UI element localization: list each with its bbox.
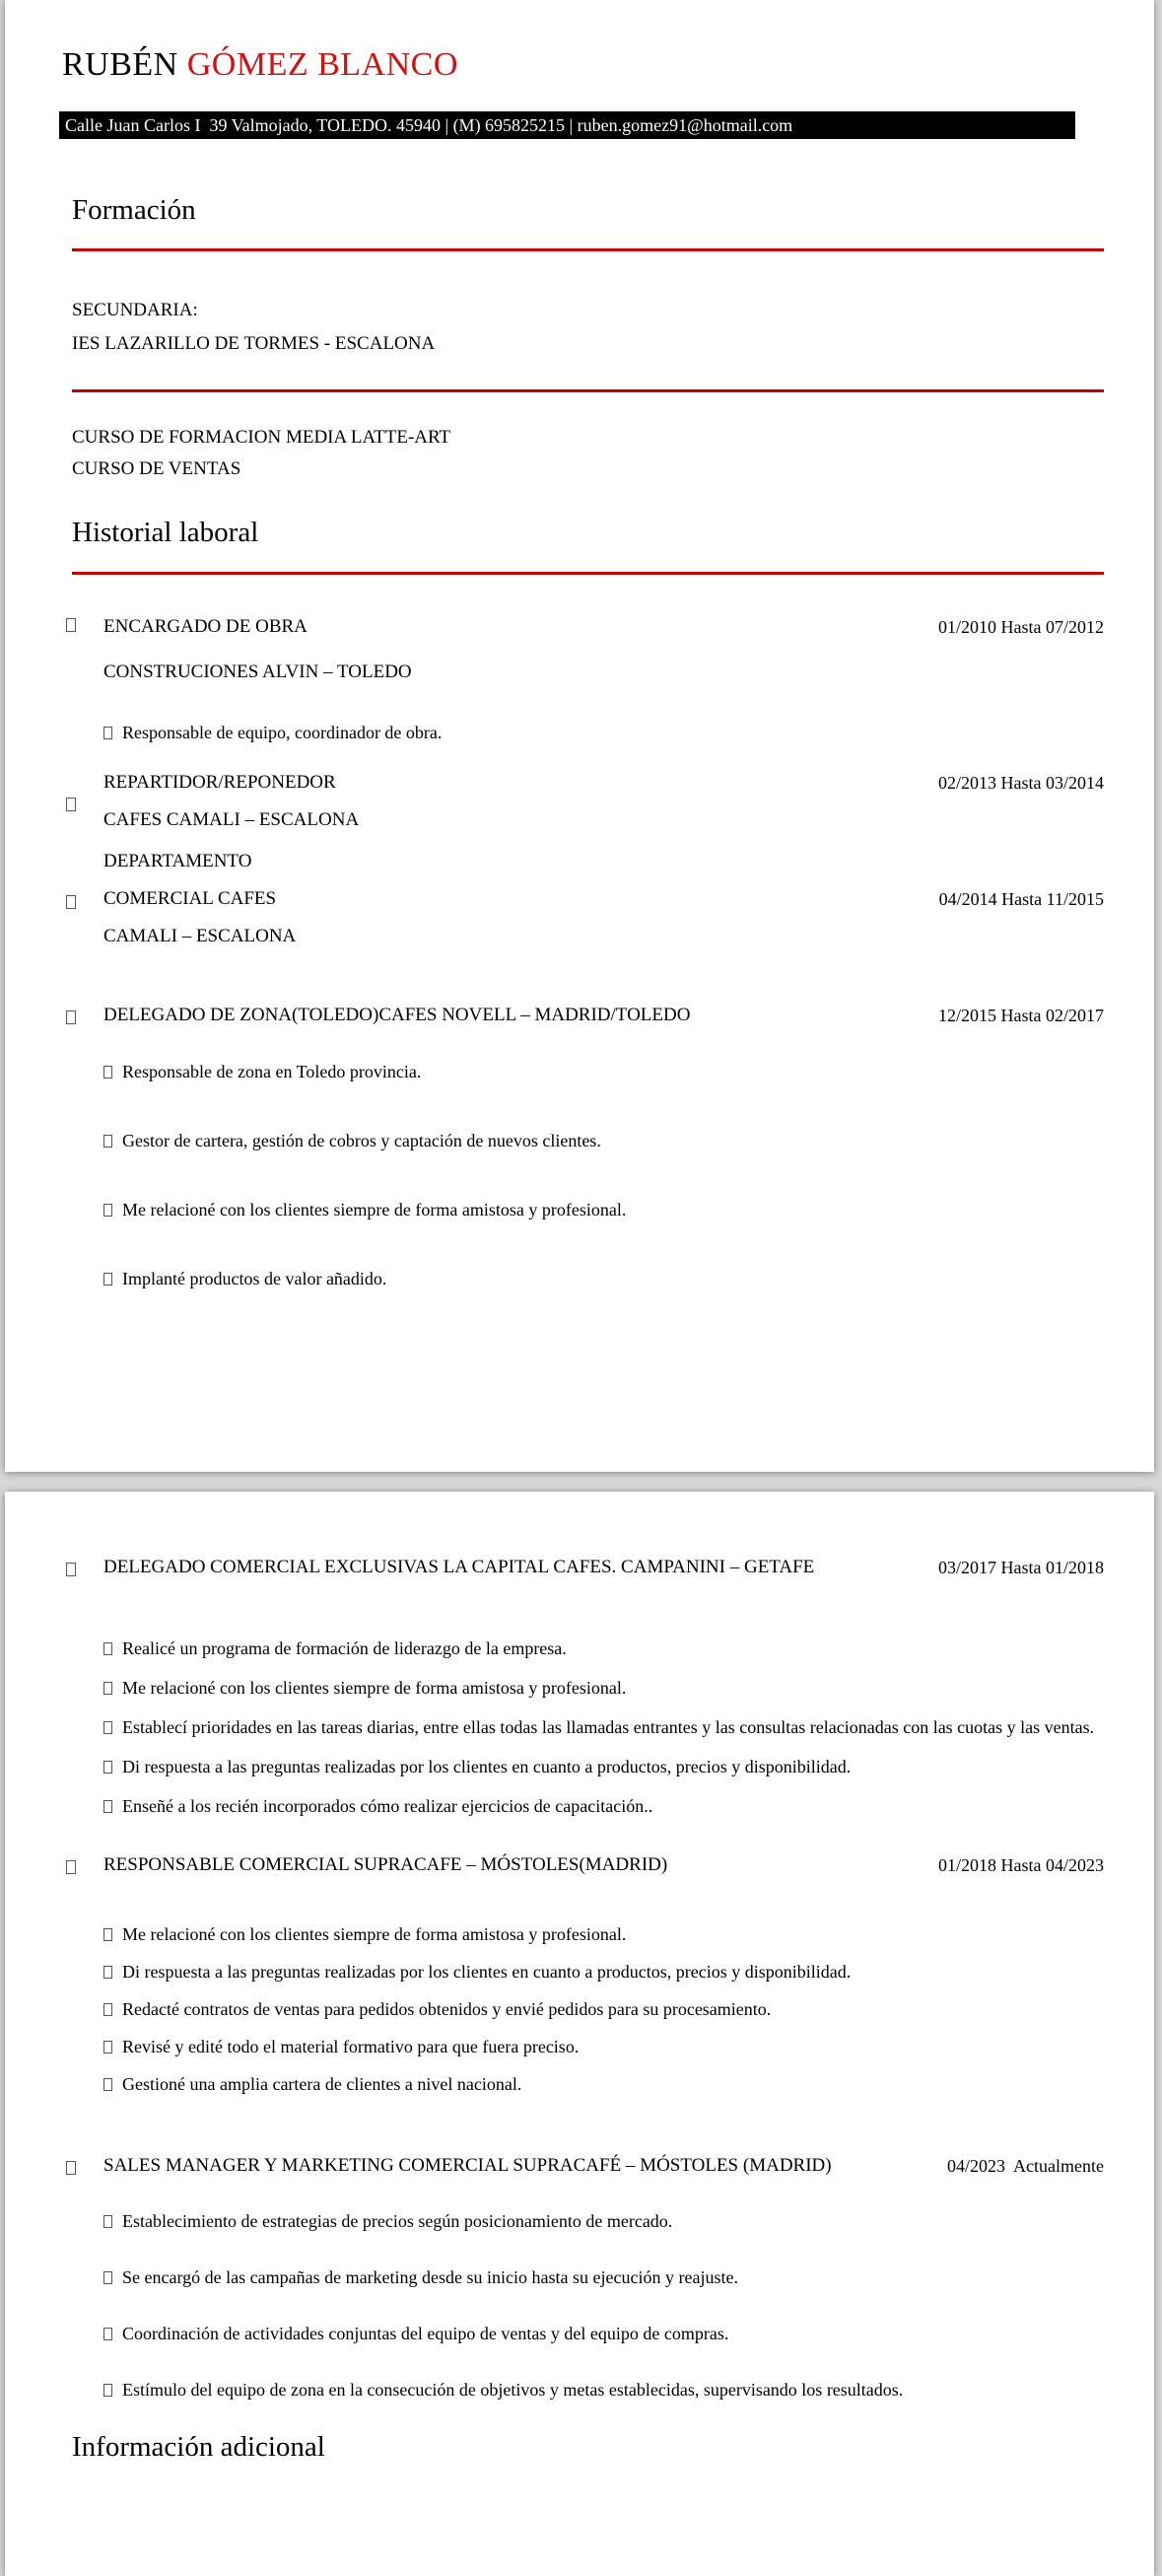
job-duty-text: Gestioné una amplia cartera de clientes a nivel nacional. [122,2074,522,2094]
missing-glyph-square-icon [103,2003,112,2016]
job-bullet-icon [62,788,103,816]
missing-glyph-square-icon [66,618,76,632]
job-entry [62,1850,1104,2102]
job-duty-item [103,1789,1104,1824]
missing-glyph-square-icon [103,1642,112,1655]
missing-glyph-square-icon [66,798,76,811]
candidate-name [62,45,1104,85]
missing-glyph-square-icon [66,1010,76,1024]
job-duty-list [103,1632,1104,1824]
job-duty-text: Establecimiento de estrategias de precios según posicionamiento de mercado. [122,2211,673,2231]
job-entry [62,608,1104,744]
job-duty-text: Me relacioné con los clientes siempre de forma amistosa y profesional. [122,1678,627,1698]
section-rule [72,389,1104,392]
job-header-row [62,1001,1104,1030]
missing-glyph-square-icon [103,1800,112,1813]
section-title-adicional: Información adicional [72,2431,325,2463]
job-entry [62,1553,1104,1824]
job-duty-item [103,2317,1104,2351]
missing-glyph-square-icon [66,2161,76,2175]
job-date-range: 01/2010 Hasta 07/2012 [938,617,1104,637]
job-duty-text: Responsable de equipo, coordinador de obra. [122,723,443,742]
job-duty-text: Estímulo del equipo de zona en la consecución de objetivos y metas establecidas, supervisando los resultados. [122,2380,904,2400]
education-level-label: SECUNDARIA: [72,300,198,320]
job-title [103,2151,947,2181]
job-duty-item [103,1992,1104,2027]
job-duty-item [103,721,1104,744]
job-duty-item [103,2067,1104,2102]
job-duty-text: Gestor de cartera, gestión de cobros y captación de nuevos clientes. [122,1131,601,1150]
job-duty-list [103,721,1104,744]
section-rule [72,572,1104,575]
education-school: IES LAZARILLO DE TORMES - ESCALONA [72,333,436,354]
job-duty-item [103,1917,1104,1952]
job-title-line: RESPONSABLE COMERCIAL SUPRACAFE – MÓSTOLES(MADRID) [103,1854,668,1875]
job-duty-item [103,1710,1104,1745]
job-date-range: 12/2015 Hasta 02/2017 [938,1006,1104,1025]
job-bullet-icon [62,1001,103,1029]
job-header-row [62,764,1104,839]
job-entry [62,764,1104,839]
job-date-range: 03/2017 Hasta 01/2018 [938,1558,1104,1577]
job-duty-text: Establecí prioridades en las tareas diarias, entre ellas todas las llamadas entrantes y las consultas relacionadas con las cuotas y las ventas. [122,1717,1095,1737]
job-duty-text: Enseñé a los recién incorporados cómo realizar ejercicios de capacitación.. [122,1796,653,1816]
job-duty-item [103,1267,1104,1290]
job-title [103,1553,938,1582]
section-title-historial: Historial laboral [72,517,259,548]
missing-glyph-square-icon [103,1066,112,1079]
course-list [72,422,1104,485]
job-title [103,764,938,839]
job-bullet-icon [62,2151,103,2180]
job-title [103,1001,938,1030]
missing-glyph-square-icon [103,1966,112,1979]
missing-glyph-square-icon [103,1721,112,1734]
job-bullet-icon [62,885,103,914]
missing-glyph-square-icon [103,1273,112,1286]
job-title-line: COMERCIAL CAFES [103,888,277,909]
candidate-last-name: GÓMEZ BLANCO [186,46,458,83]
job-list-page-2 [62,1492,1104,2407]
missing-glyph-square-icon [103,2384,112,2397]
missing-glyph-square-icon [66,1860,76,1874]
missing-glyph-square-icon [103,2041,112,2054]
job-title [103,608,938,691]
job-duty-item [103,1060,1104,1083]
resume-page-1 [5,0,1154,1472]
missing-glyph-square-icon [103,2215,112,2228]
section-title-formacion: Formación [72,194,196,226]
job-title-line: ENCARGADO DE OBRA [103,616,308,637]
job-header-row [62,1553,1104,1582]
job-title-line: CAMALI – ESCALONA [103,926,297,946]
job-bullet-icon [62,1553,103,1581]
missing-glyph-square-icon [103,1135,112,1148]
job-duty-text: Di respuesta a las preguntas realizadas por los clientes en cuanto a productos, precios y disponibilidad. [122,1757,852,1776]
job-duty-list [103,1060,1104,1290]
job-title-line: DELEGADO DE ZONA(TOLEDO)CAFES NOVELL – MADRID/TOLEDO [103,1005,691,1025]
job-header-row [62,608,1104,691]
job-entry [62,1001,1104,1290]
missing-glyph-square-icon [103,2328,112,2340]
contact-bar: Calle Juan Carlos I 39 Valmojado, TOLEDO. 45940 | (M) 695825215 | ruben.gomez91@hotmail.com [59,111,1075,139]
job-entry [62,2151,1104,2407]
job-title-line: DEPARTAMENTO [103,851,252,871]
job-date-range: 02/2013 Hasta 03/2014 [938,773,1104,793]
job-title-line: CAFES CAMALI – ESCALONA [103,809,360,830]
job-duty-item [103,2261,1104,2295]
job-duty-item [103,2030,1104,2064]
job-duty-text: Di respuesta a las preguntas realizadas por los clientes en cuanto a productos, precios y disponibilidad. [122,1962,852,1982]
job-duty-text: Coordinación de actividades conjuntas del equipo de ventas y del equipo de compras. [122,2324,729,2343]
job-title [103,1850,938,1880]
job-title-line: DELEGADO COMERCIAL EXCLUSIVAS LA CAPITAL CAFES. CAMPANINI – GETAFE [103,1557,815,1577]
course-item: CURSO DE FORMACION MEDIA LATTE-ART [72,427,451,448]
course-item: CURSO DE VENTAS [72,458,241,479]
job-title-line: REPARTIDOR/REPONEDOR [103,772,336,793]
job-duty-text: Redacté contratos de ventas para pedidos obtenidos y envié pedidos para su procesamiento. [122,1999,772,2019]
job-entry [62,843,1104,955]
job-header-row [62,843,1104,955]
resume-page-2 [5,1492,1154,2576]
job-duty-item [103,1955,1104,1989]
section-rule [72,248,1104,251]
job-duty-text: Responsable de zona en Toledo provincia. [122,1062,422,1081]
job-duty-item [103,1632,1104,1666]
job-duty-item [103,1671,1104,1706]
job-duty-text: Implanté productos de valor añadido. [122,1269,387,1288]
job-duty-text: Me relacioné con los clientes siempre de forma amistosa y profesional. [122,1200,627,1219]
job-duty-item [103,1198,1104,1221]
job-bullet-icon [62,1850,103,1879]
job-date-range: 04/2014 Hasta 11/2015 [938,889,1104,909]
missing-glyph-square-icon [103,1204,112,1217]
job-title-line: CONSTRUCIONES ALVIN – TOLEDO [103,661,412,682]
job-bullet-icon [62,608,103,637]
missing-glyph-square-icon [103,2078,112,2091]
missing-glyph-square-icon [103,727,112,739]
job-duty-item [103,2204,1104,2239]
job-list-page-1 [62,608,1104,1290]
job-duty-item [103,2373,1104,2407]
missing-glyph-square-icon [66,895,76,909]
missing-glyph-square-icon [66,1563,76,1576]
missing-glyph-square-icon [103,2271,112,2284]
job-duty-text: Se encargó de las campañas de marketing desde su inicio hasta su ejecución y reajuste. [122,2267,738,2287]
job-title-line: SALES MANAGER Y MARKETING COMERCIAL SUPRACAFÉ – MÓSTOLES (MADRID) [103,2155,832,2176]
job-duty-text: Realicé un programa de formación de liderazgo de la empresa. [122,1638,567,1658]
job-duty-item [103,1129,1104,1152]
job-date-range: 04/2023 Actualmente [947,2156,1104,2176]
job-duty-text: Me relacioné con los clientes siempre de forma amistosa y profesional. [122,1924,627,1944]
candidate-first-name: RUBÉN [62,46,178,83]
missing-glyph-square-icon [103,1682,112,1695]
missing-glyph-square-icon [103,1928,112,1941]
job-title [103,843,939,955]
job-date-range: 01/2018 Hasta 04/2023 [938,1855,1104,1875]
job-header-row [62,1850,1104,1880]
job-duty-item [103,1750,1104,1784]
education-block [72,294,1104,361]
job-header-row [62,2151,1104,2181]
job-duty-list [103,2204,1104,2407]
missing-glyph-square-icon [103,1761,112,1774]
job-duty-text: Revisé y edité todo el material formativo para que fuera preciso. [122,2037,580,2056]
job-duty-list [103,1917,1104,2102]
